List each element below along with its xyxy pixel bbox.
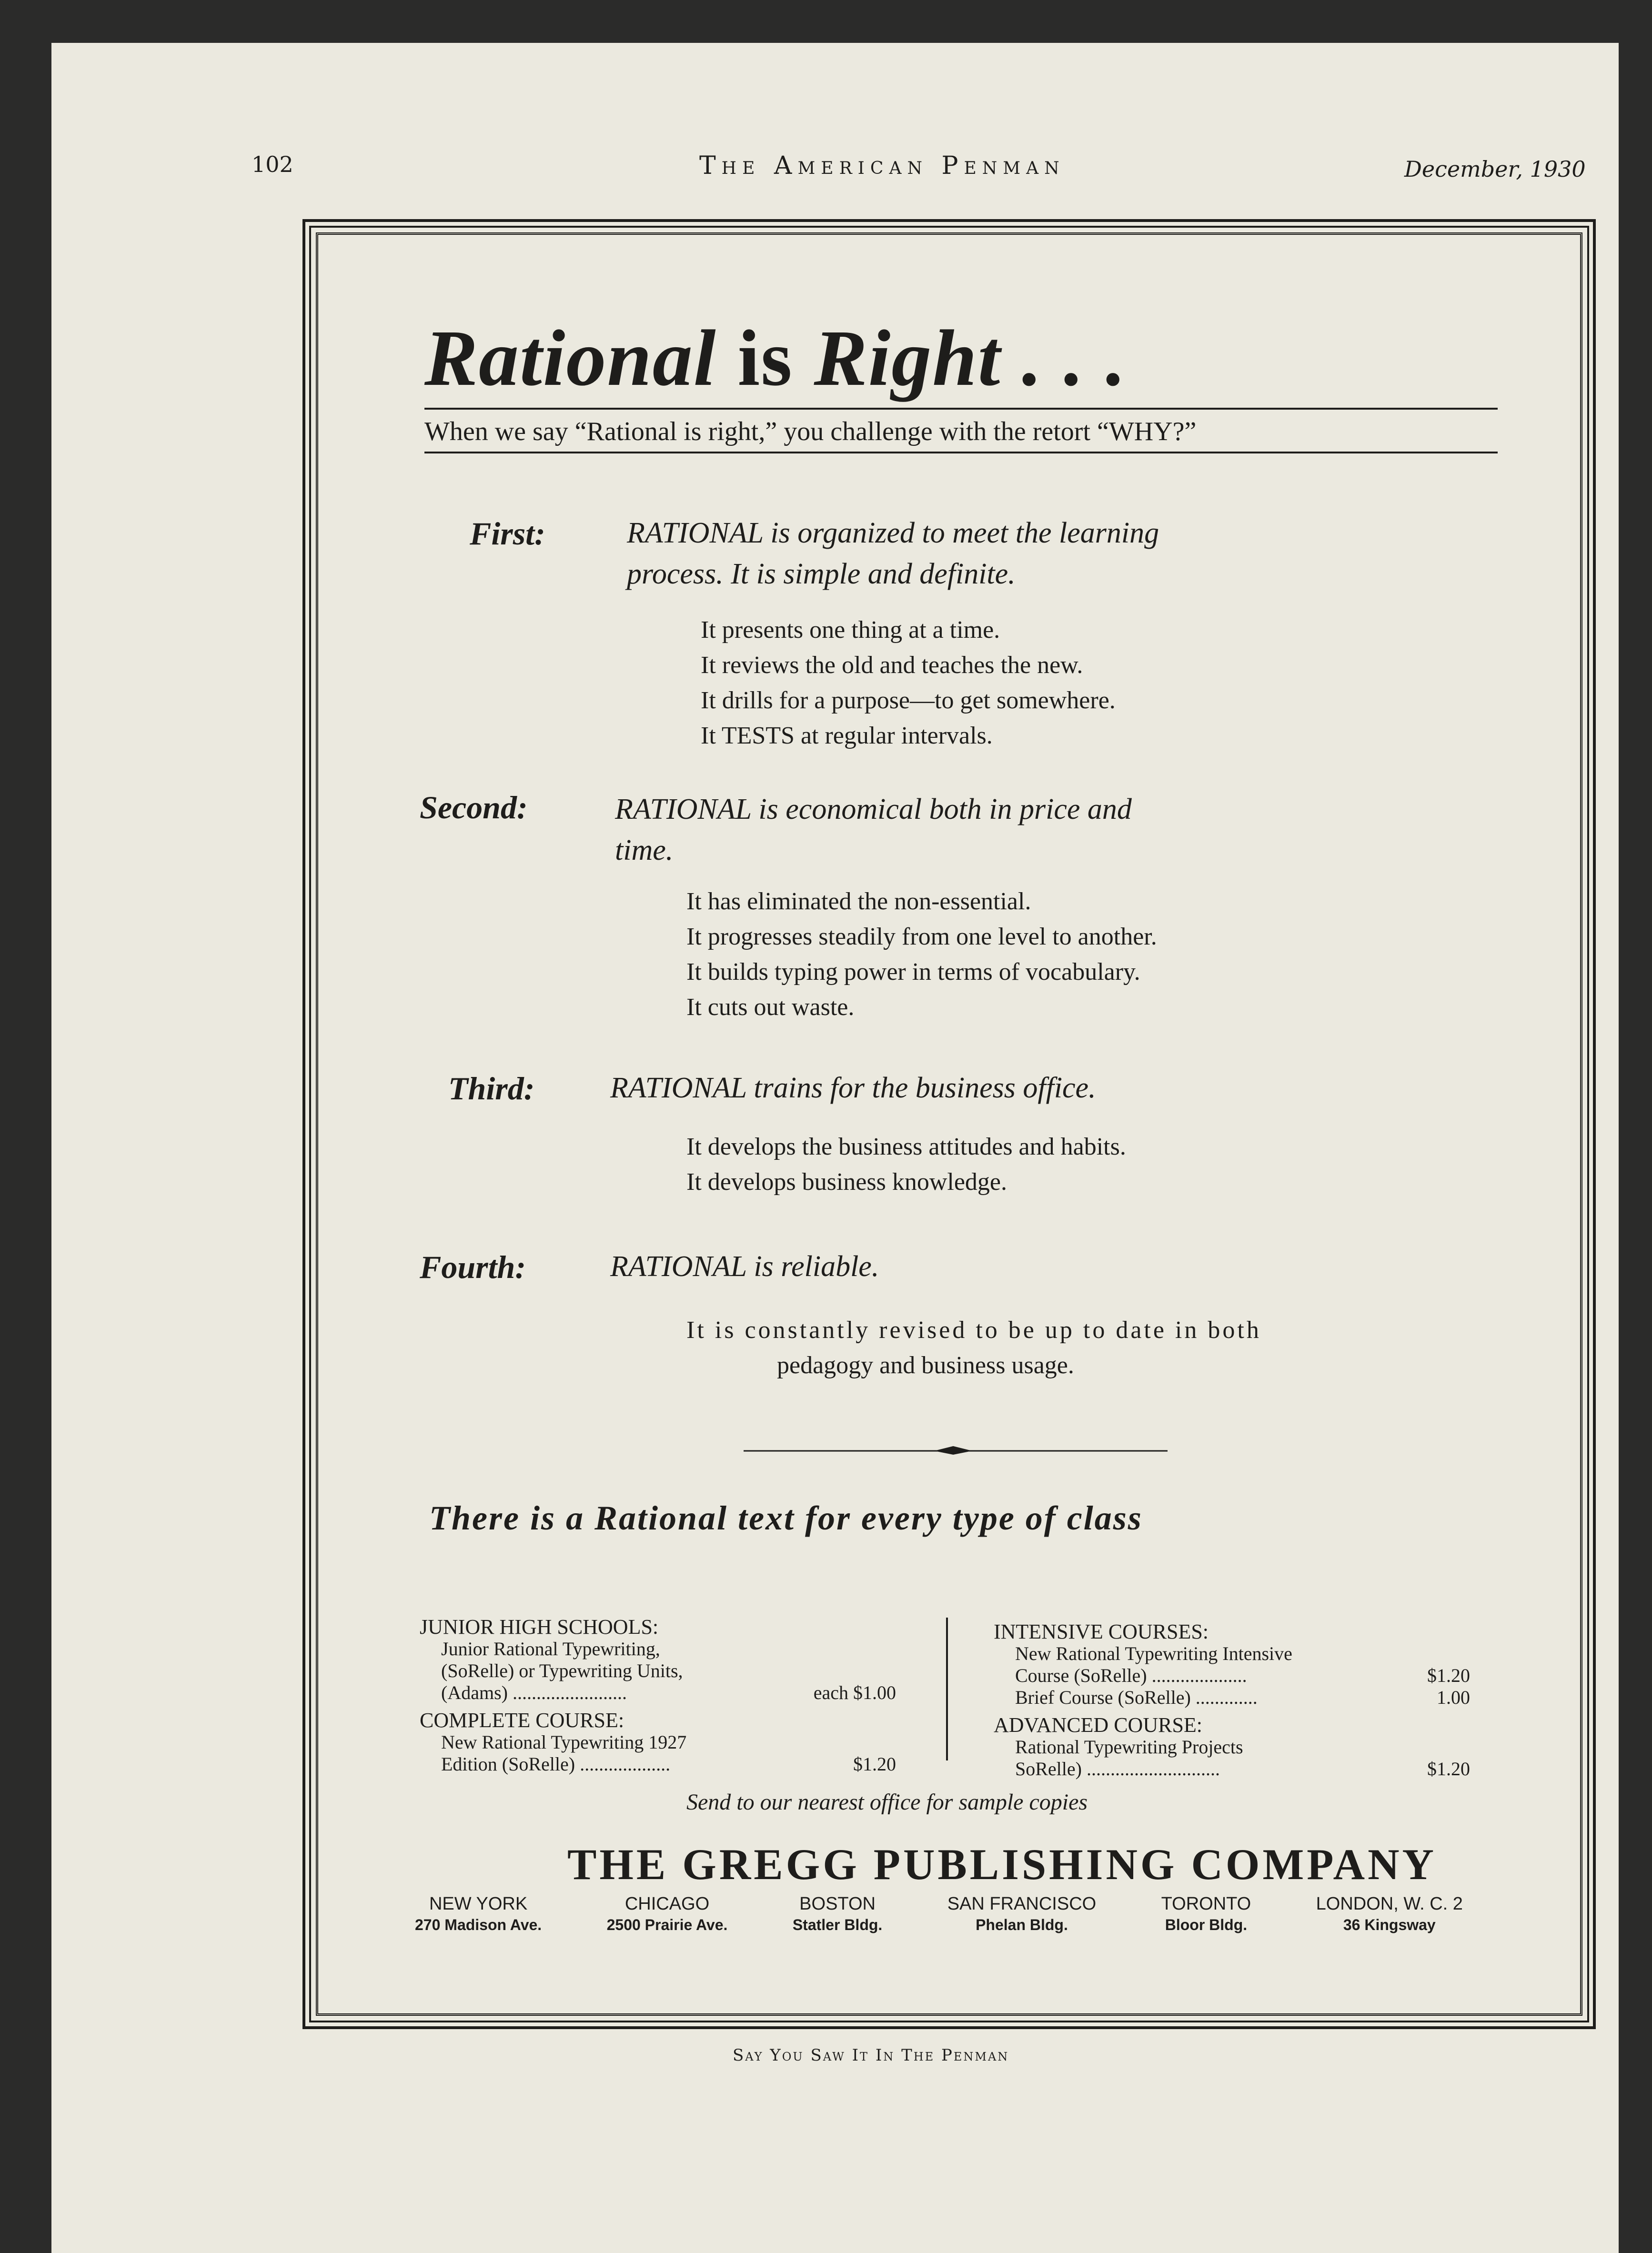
office-address: Statler Bldg.: [792, 1916, 883, 1933]
office-city: SAN FRANCISCO: [947, 1894, 1097, 1914]
ad-tagline: There is a Rational text for every type of class: [429, 1499, 1143, 1537]
advertisement: [302, 219, 1596, 2029]
headline-is: is: [737, 314, 793, 402]
lead-line: RATIONAL is organized to meet the learning: [627, 517, 1159, 549]
office: [793, 1894, 882, 1934]
section-second-label: Second:: [420, 789, 528, 825]
book-line: New Rational Typewriting 1927: [441, 1731, 687, 1753]
page-footer: Say You Saw It In The Penman: [733, 2046, 1009, 2065]
office: [1161, 1894, 1251, 1934]
category-junior-high: JUNIOR HIGH SCHOOLS:: [420, 1615, 659, 1639]
send-for-samples: Send to our nearest office for sample copies: [686, 1790, 1088, 1815]
book-line: (Adams) ........................: [441, 1682, 627, 1703]
point: It reviews the old and teaches the new.: [701, 652, 1083, 679]
office-list: [415, 1894, 1463, 1934]
headline-rational: Rational: [424, 314, 717, 402]
book-price: $1.20: [853, 1753, 896, 1775]
book-line: Edition (SoRelle) ...................: [441, 1753, 671, 1775]
headline-right: Right . . .: [814, 314, 1127, 402]
lead-line: time.: [615, 834, 674, 866]
section-third-label: Third:: [448, 1070, 535, 1106]
office-address: 270 Madison Ave.: [415, 1916, 542, 1933]
magazine-title: The American Penman: [699, 151, 1065, 180]
point: It progresses steadily from one level to another.: [686, 923, 1157, 950]
magazine-page: [51, 43, 1619, 2253]
book-line: Brief Course (SoRelle) .............: [1015, 1687, 1258, 1708]
office-city: BOSTON: [799, 1894, 876, 1914]
point: It builds typing power in terms of vocabulary.: [686, 958, 1140, 986]
office-city: TORONTO: [1161, 1894, 1251, 1914]
office-address: 36 Kingsway: [1343, 1916, 1436, 1933]
book-line: New Rational Typewriting Intensive: [1015, 1643, 1292, 1664]
point: It develops the business attitudes and habits.: [686, 1133, 1126, 1160]
category-complete-course: COMPLETE COURSE:: [420, 1709, 625, 1732]
section-first-label: First:: [470, 515, 545, 552]
book-price: $1.20: [1427, 1758, 1470, 1780]
book-price: $1.20: [1427, 1665, 1470, 1686]
section-first-points: [701, 613, 1116, 754]
ad-subline: When we say “Rational is right,” you challenge with the retort “WHY?”: [424, 408, 1498, 453]
lead-line: RATIONAL trains for the business office.: [610, 1072, 1096, 1104]
lead-line: process. It is simple and definite.: [627, 558, 1016, 590]
lead-line: RATIONAL is economical both in price and: [615, 793, 1132, 825]
section-second-lead: [615, 789, 1132, 871]
page-number: 102: [252, 151, 293, 177]
book-price-row: [994, 1665, 1470, 1687]
section-first-lead: [627, 513, 1159, 594]
point: It TESTS at regular intervals.: [701, 722, 993, 749]
book-line: (SoRelle) or Typewriting Units,: [441, 1660, 683, 1681]
book-price-row: [420, 1682, 896, 1704]
books-right-column: [994, 1615, 1470, 1780]
book-line: Course (SoRelle) ....................: [1015, 1665, 1247, 1686]
section-fourth-points: [686, 1313, 1387, 1383]
book-price-row: [420, 1753, 896, 1775]
ad-headline: [424, 312, 1127, 404]
lead-line: RATIONAL is reliable.: [610, 1250, 879, 1283]
office-address: 2500 Prairie Ave.: [606, 1916, 728, 1933]
office-city: LONDON, W. C. 2: [1316, 1894, 1463, 1914]
point: pedagogy and business usage.: [777, 1352, 1074, 1379]
section-third-points: [686, 1129, 1126, 1200]
office: [1316, 1894, 1463, 1934]
office: [415, 1894, 542, 1934]
ornamental-divider: [744, 1441, 1168, 1460]
office: [947, 1894, 1096, 1934]
office-city: NEW YORK: [429, 1894, 528, 1914]
section-second-points: [686, 884, 1157, 1025]
column-divider: [946, 1618, 948, 1760]
point: It cuts out waste.: [686, 994, 855, 1021]
issue-date: December, 1930: [1404, 156, 1586, 182]
book-price-row: [994, 1687, 1470, 1709]
section-third-lead: [610, 1067, 1096, 1108]
books-left-column: [420, 1610, 896, 1775]
book-line: Rational Typewriting Projects: [1015, 1736, 1243, 1758]
office: [607, 1894, 728, 1934]
category-intensive-courses: INTENSIVE COURSES:: [994, 1620, 1209, 1643]
point: It develops business knowledge.: [686, 1168, 1007, 1196]
category-advanced-course: ADVANCED COURSE:: [994, 1713, 1203, 1737]
office-address: Phelan Bldg.: [976, 1916, 1068, 1933]
company-name: THE GREGG PUBLISHING COMPANY: [567, 1840, 1437, 1889]
section-fourth-lead: [610, 1246, 879, 1287]
book-price: each $1.00: [813, 1682, 896, 1703]
section-fourth-label: Fourth:: [420, 1249, 526, 1285]
point: It presents one thing at a time.: [701, 616, 1000, 644]
point: It has eliminated the non-essential.: [686, 888, 1031, 915]
book-line: Junior Rational Typewriting,: [441, 1638, 660, 1660]
book-price-row: [994, 1758, 1470, 1780]
office-city: CHICAGO: [625, 1894, 710, 1914]
book-price: 1.00: [1437, 1687, 1470, 1708]
point: It is constantly revised to be up to date in both: [686, 1317, 1261, 1344]
office-address: Bloor Bldg.: [1165, 1916, 1248, 1933]
point: It drills for a purpose—to get somewhere.: [701, 687, 1116, 714]
book-line: SoRelle) ............................: [1015, 1758, 1220, 1780]
